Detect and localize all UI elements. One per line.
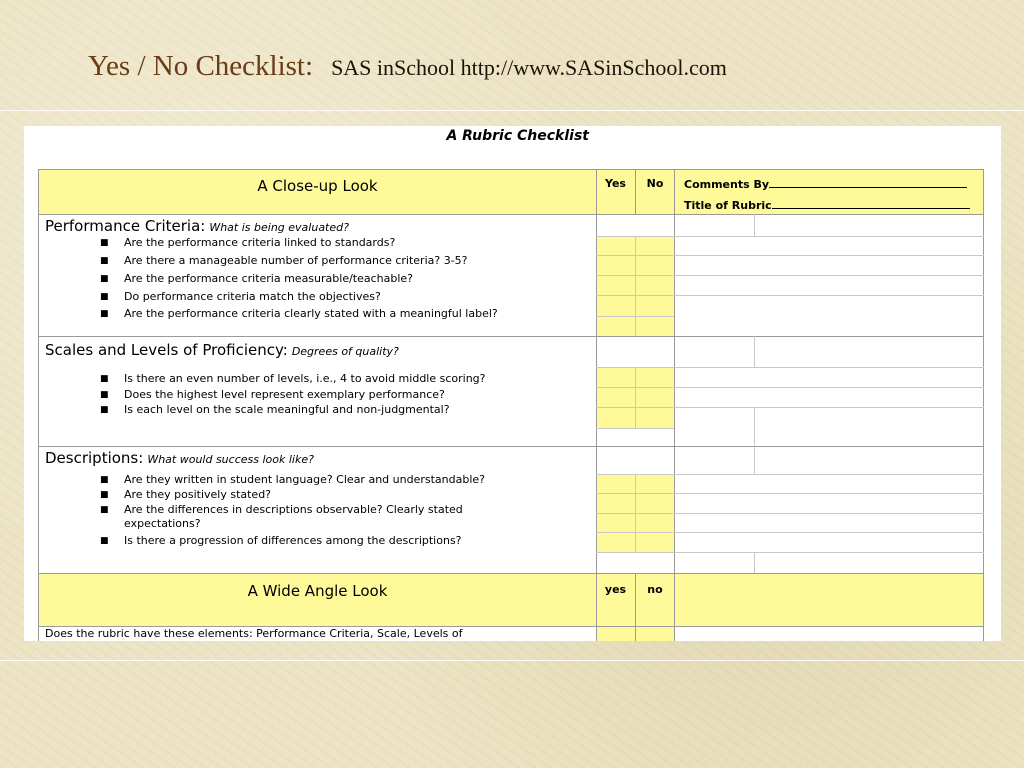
slide-title-main: Yes / No Checklist: xyxy=(88,50,314,82)
section-label: Descriptions: xyxy=(45,449,144,467)
title-of-rubric-field xyxy=(684,198,970,212)
list-item-text: Are the differences in descriptions observable? Clearly stated expectations? xyxy=(124,503,463,530)
grid-line xyxy=(674,275,984,276)
list-item xyxy=(100,534,594,548)
comments-by-field xyxy=(684,177,967,191)
grid-line xyxy=(674,169,675,641)
section-heading-performance-criteria xyxy=(45,217,349,235)
list-item-text: Do performance criteria match the objectives? xyxy=(124,290,381,303)
list-item xyxy=(100,254,594,268)
grid-line xyxy=(674,407,984,408)
grid-line xyxy=(596,255,674,256)
yes-column-header: Yes xyxy=(605,177,626,190)
list-item xyxy=(100,372,594,386)
list-item-text: Are the performance criteria clearly stated with a meaningful label? xyxy=(124,307,498,320)
list-item xyxy=(100,403,594,417)
grid-line xyxy=(674,474,984,475)
grid-line xyxy=(674,367,984,368)
section-question: What would success look like? xyxy=(147,453,314,466)
bullet-icon: ■ xyxy=(100,256,109,266)
document-title xyxy=(24,126,589,166)
grid-line xyxy=(596,407,674,408)
grid-line xyxy=(754,407,755,446)
comments-by-underline xyxy=(769,177,967,188)
list-item-text: Are they written in student language? Clear and understandable? xyxy=(124,473,485,486)
document-title-text: A Rubric Checklist xyxy=(446,128,589,144)
list-item xyxy=(100,473,594,487)
grid-line xyxy=(983,169,984,641)
grid-line xyxy=(596,316,674,317)
bullet-icon: ■ xyxy=(100,292,109,302)
grid-line xyxy=(596,493,674,494)
grid-line xyxy=(596,513,674,514)
closeup-header: A Close-up Look xyxy=(257,177,378,195)
list-item-text: Are the performance criteria linked to standards? xyxy=(124,236,396,249)
list-item-text: Are they positively stated? xyxy=(124,488,272,501)
list-item-text: Is there a progression of differences among the descriptions? xyxy=(124,534,462,547)
bullet-icon: ■ xyxy=(100,238,109,248)
grid-line xyxy=(39,446,984,447)
grid-line xyxy=(754,336,755,367)
rubric-document xyxy=(24,126,1001,641)
bullet-icon: ■ xyxy=(100,475,109,485)
grid-line xyxy=(39,573,984,574)
grid-line xyxy=(754,446,755,474)
list-item-text: Are the performance criteria measurable/teachable? xyxy=(124,272,414,285)
no-column-header: No xyxy=(646,177,664,190)
grid-line xyxy=(39,169,984,170)
wideangle-header: A Wide Angle Look xyxy=(247,582,388,600)
section-label: Scales and Levels of Proficiency: xyxy=(45,341,288,359)
section-heading-scales-levels xyxy=(45,341,399,359)
grid-line xyxy=(674,255,984,256)
grid-line xyxy=(635,169,636,214)
bullet-icon: ■ xyxy=(100,274,109,284)
grid-line xyxy=(596,275,674,276)
list-item-text: Is each level on the scale meaningful and non-judgmental? xyxy=(124,403,450,416)
bullet-icon: ■ xyxy=(100,505,109,515)
grid-line xyxy=(635,367,636,428)
bullet-icon: ■ xyxy=(100,374,109,384)
grid-line xyxy=(596,474,674,475)
grid-line xyxy=(754,552,755,573)
grid-line xyxy=(39,336,984,337)
grid-line xyxy=(596,428,674,429)
grid-line xyxy=(674,387,984,388)
list-item xyxy=(100,236,594,250)
wideangle-first-row-text: Does the rubric have these elements: Performance Criteria, Scale, Levels of xyxy=(45,627,463,640)
grid-line xyxy=(674,295,984,296)
bullet-icon: ■ xyxy=(100,390,109,400)
list-item xyxy=(100,307,594,321)
grid-line xyxy=(596,532,674,533)
grid-line xyxy=(674,532,984,533)
grid-line xyxy=(674,552,984,553)
grid-line xyxy=(596,367,674,368)
slide-subtitle: SAS inSchool http://www.SASinSchool.com xyxy=(331,55,727,80)
bullet-icon: ■ xyxy=(100,405,109,415)
list-item-text: Are there a manageable number of performance criteria? 3-5? xyxy=(124,254,468,267)
grid-line xyxy=(39,214,984,215)
grid-line xyxy=(596,295,674,296)
section-heading-descriptions xyxy=(45,449,314,467)
grid-line xyxy=(596,552,674,553)
section-question: Degrees of quality? xyxy=(291,345,399,358)
list-item xyxy=(100,290,594,304)
grid-line xyxy=(635,573,636,641)
frame-line-top xyxy=(0,110,1024,111)
list-item xyxy=(100,488,594,502)
grid-line xyxy=(596,236,674,237)
grid-line xyxy=(674,493,984,494)
wideangle-yes-header: yes xyxy=(604,583,627,596)
title-of-rubric-label: Title of Rubric xyxy=(684,199,772,212)
bullet-icon: ■ xyxy=(100,309,109,319)
slide-title xyxy=(88,50,727,83)
wideangle-no-header: no xyxy=(647,583,663,596)
list-item xyxy=(100,503,524,531)
grid-line xyxy=(754,214,755,236)
frame-line-bottom xyxy=(0,660,1024,661)
title-of-rubric-underline xyxy=(772,198,970,209)
grid-line xyxy=(674,236,984,237)
list-item xyxy=(100,272,594,286)
grid-line xyxy=(635,236,636,336)
bullet-icon: ■ xyxy=(100,536,109,546)
grid-line xyxy=(596,169,597,641)
section-question: What is being evaluated? xyxy=(209,221,349,234)
bullet-icon: ■ xyxy=(100,490,109,500)
list-item xyxy=(100,388,594,402)
comments-by-label: Comments By xyxy=(684,178,770,191)
section-label: Performance Criteria: xyxy=(45,217,206,235)
list-item-text: Does the highest level represent exemplary performance? xyxy=(124,388,445,401)
grid-line xyxy=(596,387,674,388)
checklist-table xyxy=(38,169,984,641)
grid-line xyxy=(674,513,984,514)
list-item-text: Is there an even number of levels, i.e., 4 to avoid middle scoring? xyxy=(124,372,486,385)
